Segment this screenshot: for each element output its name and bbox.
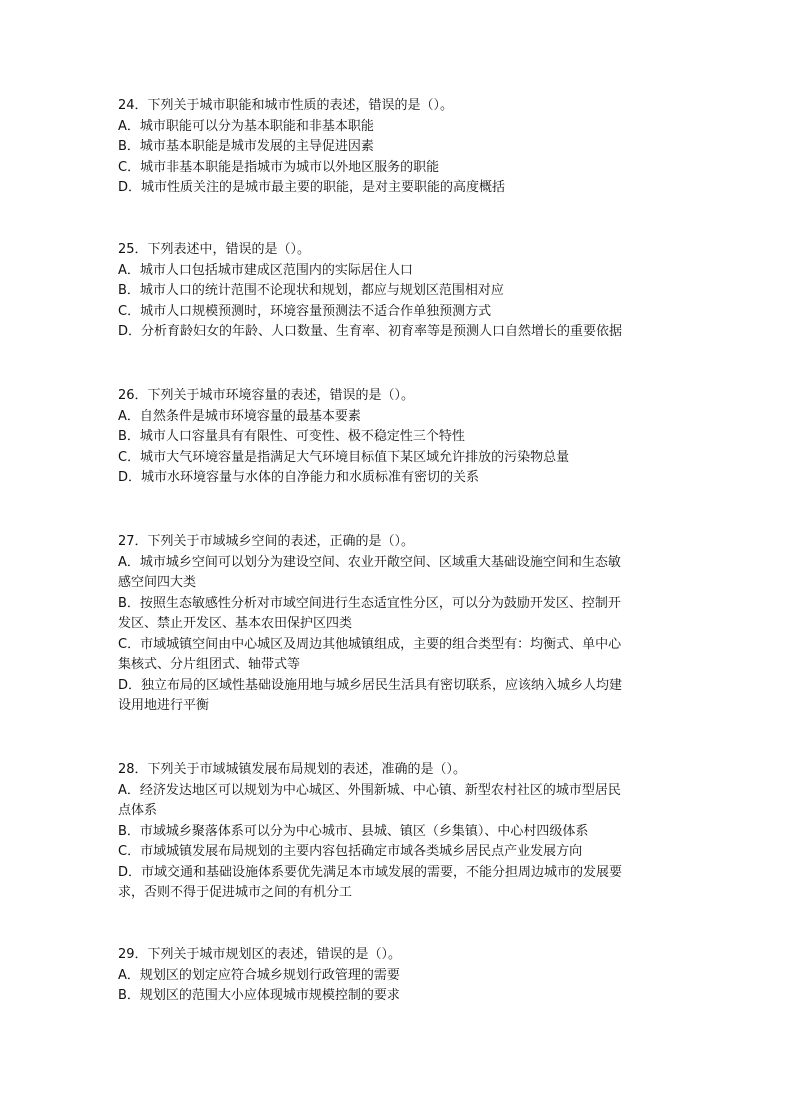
question-27 [118,532,678,717]
question-29 [118,945,678,1007]
option-c-line-1: C．市域城镇空间由中心城区及周边其他城镇组成，主要的组合类型有：均衡式、单中心 [118,636,622,652]
question-stem: 25．下列表述中，错误的是（）。 [118,242,311,257]
option-d-line-2: 求，否则不得于促进城市之间的有机分工 [118,885,353,900]
option-a: A．自然条件是城市环境容量的最基本要素 [118,408,361,424]
option-d: D．城市水环境容量与水体的自净能力和水质标准有密切的关系 [118,470,480,485]
question-26 [118,386,678,489]
option-a: A．城市人口包括城市建成区范围内的实际居住人口 [118,262,413,278]
question-stem: 24．下列关于城市职能和城市性质的表述，错误的是（）。 [118,98,454,113]
question-stem: 29．下列关于城市规划区的表述，错误的是（）。 [118,947,402,962]
option-b: B．市域城乡聚落体系可以分为中心城市、县城、镇区（乡集镇）、中心村四级体系 [118,823,589,839]
question-25 [118,240,678,343]
option-d: D．分析育龄妇女的年龄、人口数量、生育率、初育率等是预测人口自然增长的重要依据 [118,324,623,339]
option-c: C．城市大气环境容量是指满足大气环境目标值下某区域允许排放的污染物总量 [118,449,570,465]
option-c: C．城市非基本职能是指城市为城市以外地区服务的职能 [118,159,440,175]
option-c: C．城市人口规模预测时，环境容量预测法不适合作单独预测方式 [118,303,492,319]
option-d-line-1: D．市域交通和基础设施体系要优先满足本市域发展的需要，不能分担周边城市的发展要 [118,864,623,880]
question-28 [118,760,678,904]
question-24 [118,96,678,199]
option-c: C．市域城镇发展布局规划的主要内容包括确定市域各类城乡居民点产业发展方向 [118,844,583,859]
option-d-line-2: 设用地进行平衡 [118,698,210,713]
option-b-line-1: B．按照生态敏感性分析对市域空间进行生态适宜性分区，可以分为鼓励开发区、控制开 [118,595,621,611]
option-a-line-1: A．经济发达地区可以规划为中心城区、外围新城、中心镇、新型农村社区的城市型居民 [118,782,621,798]
question-stem: 26．下列关于城市环境容量的表述，错误的是（）。 [118,388,415,403]
question-stem: 28．下列关于市域城镇发展布局规划的表述，准确的是（）。 [118,762,467,777]
option-a-line-1: A．城市城乡空间可以划分为建设空间、农业开敞空间、区域重大基础设施空间和生态敏 [118,554,621,570]
option-a-line-2: 点体系 [118,803,158,818]
option-d: D．城市性质关注的是城市最主要的职能，是对主要职能的高度概括 [118,180,506,195]
option-b: B．城市人口的统计范围不论现状和规划，都应与规划区范围相对应 [118,283,504,298]
option-b: B．规划区的范围大小应体现城市规模控制的要求 [118,988,400,1003]
option-b-line-2: 发区、禁止开发区、基本农田保护区四类 [118,616,353,631]
question-stem: 27．下列关于市域城乡空间的表述，正确的是（）。 [118,534,415,549]
option-b: B．城市人口容量具有有限性、可变性、极不稳定性三个特性 [118,429,465,444]
option-d-line-1: D．独立布局的区域性基础设施用地与城乡居民生活具有密切联系，应该纳入城乡人均建 [118,677,623,693]
option-c-line-2: 集核式、分片组团式、轴带式等 [118,657,301,672]
option-a: A．城市职能可以分为基本职能和非基本职能 [118,118,374,134]
option-a-line-2: 感空间四大类 [118,575,197,590]
option-b: B．城市基本职能是城市发展的主导促进因素 [118,139,374,154]
option-a: A．规划区的划定应符合城乡规划行政管理的需要 [118,967,400,983]
